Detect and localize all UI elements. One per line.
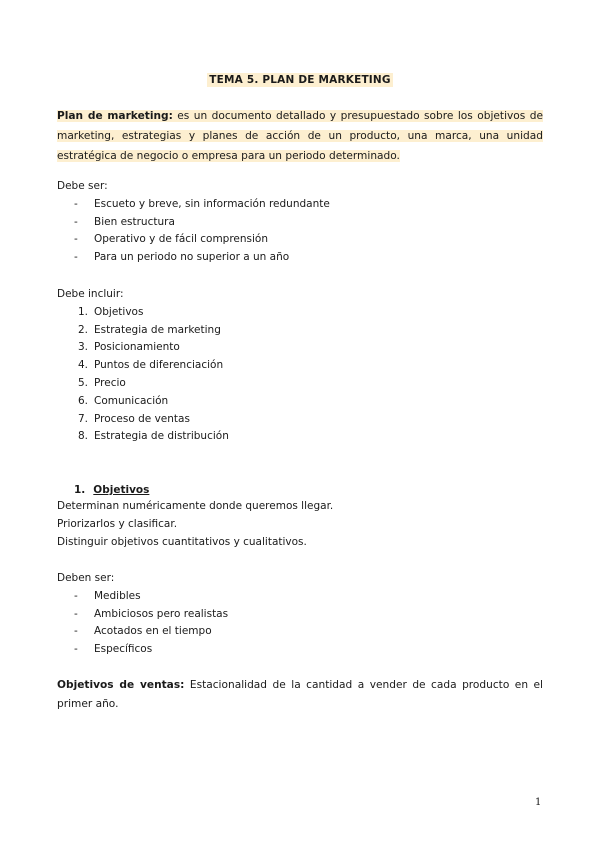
ventas-text: Estacionalidad de la cantidad a vender de cada producto en el primer año. — [57, 679, 543, 710]
intro-paragraph — [57, 106, 543, 166]
bullet-dash: - — [74, 215, 78, 228]
debe-ser-section — [57, 178, 330, 267]
list-item: 3. Posicionamiento — [77, 341, 180, 354]
bullet-dash: - — [74, 643, 78, 656]
ventas-term: Objetivos de ventas: — [57, 679, 185, 691]
paragraph-line: Distinguir objetivos cuantitativos y cualitativos. — [57, 535, 307, 548]
list-item: 7. Proceso de ventas — [77, 412, 190, 425]
debe-incluir-heading: Debe incluir: — [57, 288, 124, 300]
list-item: - Medibles — [57, 588, 228, 606]
debe-incluir-section — [57, 286, 229, 446]
list-item: 2. Estrategia de marketing — [77, 323, 221, 336]
list-item: 6. Comunicación — [77, 394, 169, 407]
section-1-body — [57, 498, 333, 551]
document-title: TEMA 5. PLAN DE MARKETING — [209, 74, 391, 86]
list-item: - Escueto y breve, sin información redundante — [57, 196, 330, 214]
page-number: 1 — [535, 797, 542, 808]
bullet-dash: - — [74, 197, 78, 210]
bullet-dash: - — [74, 233, 78, 246]
section-1-number: 1. — [74, 484, 86, 496]
list-item: 1. Objetivos — [77, 305, 144, 318]
intro-highlight — [57, 110, 543, 162]
intro-text: es un documento detallado y presupuestado sobre los objetivos de marketing, estrategias y planes de acción de un producto, una marca, una unidad estratégica de negocio o empresa para un periodo determinado. — [57, 110, 543, 162]
list-item: - Ambiciosos pero realistas — [57, 606, 228, 624]
list-item: - Operativo y de fácil comprensión — [57, 231, 330, 249]
list-item: 5. Precio — [77, 376, 126, 389]
debe-ser-heading: Debe ser: — [57, 180, 108, 192]
deben-ser-section — [57, 570, 228, 659]
list-item: - Bien estructura — [57, 214, 330, 232]
list-item: 4. Puntos de diferenciación — [77, 359, 224, 372]
deben-ser-heading: Deben ser: — [57, 572, 115, 584]
bullet-dash: - — [74, 607, 78, 620]
list-item: - Para un periodo no superior a un año — [57, 249, 330, 267]
bullet-dash: - — [74, 589, 78, 602]
bullet-dash: - — [74, 625, 78, 638]
paragraph-line: Priorizarlos y clasificar. — [57, 517, 178, 530]
list-item: - Acotados en el tiempo — [57, 623, 228, 641]
list-item: - Específicos — [57, 641, 228, 659]
list-item: 8. Estrategia de distribución — [77, 430, 229, 443]
bullet-dash: - — [74, 251, 78, 264]
section-1-heading — [74, 484, 149, 496]
intro-term: Plan de marketing: — [57, 110, 173, 122]
section-1-title: Objetivos — [93, 484, 150, 496]
paragraph-line: Determinan numéricamente donde queremos llegar. — [57, 500, 334, 512]
ventas-paragraph — [57, 676, 543, 714]
